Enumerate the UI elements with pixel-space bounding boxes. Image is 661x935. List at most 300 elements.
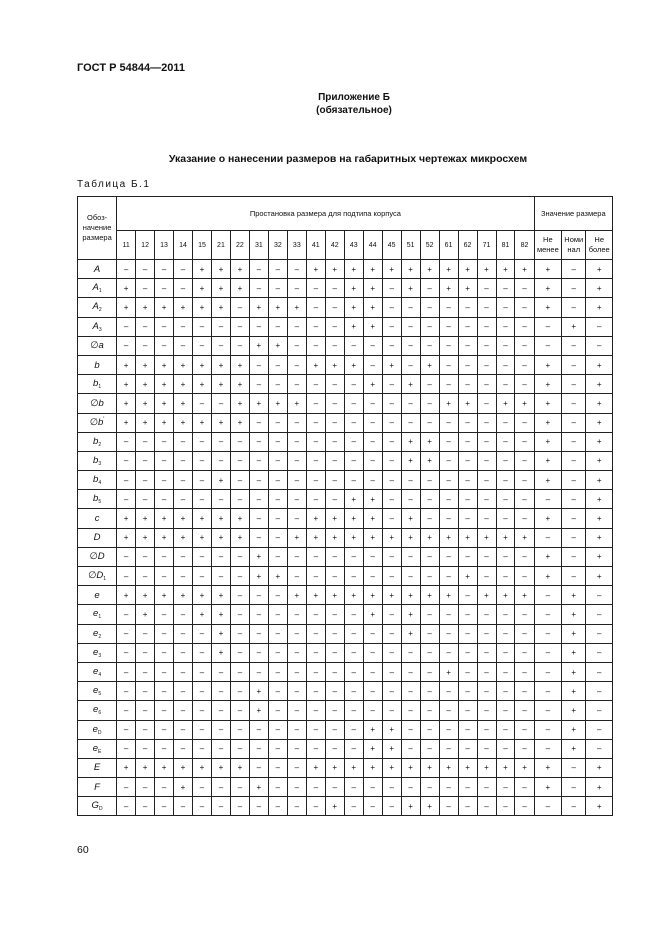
placement-mark: – <box>458 509 477 528</box>
placement-mark: – <box>211 451 230 470</box>
placement-mark: – <box>155 547 174 566</box>
value-mark: + <box>562 586 586 605</box>
dimension-symbol: $A_1$ <box>78 279 117 298</box>
subtype-header: 31 <box>249 231 268 260</box>
placement-mark: – <box>382 375 401 394</box>
placement-mark: – <box>344 605 363 624</box>
placement-mark: – <box>458 490 477 509</box>
value-mark: – <box>562 355 586 374</box>
placement-mark: – <box>382 317 401 336</box>
placement-mark: – <box>155 643 174 662</box>
placement-mark: – <box>117 739 136 758</box>
value-mark: – <box>562 279 586 298</box>
placement-mark: – <box>306 605 325 624</box>
placement-mark: + <box>363 739 382 758</box>
placement-mark: – <box>439 547 458 566</box>
placement-mark: – <box>155 662 174 681</box>
placement-mark: – <box>268 509 287 528</box>
placement-mark: + <box>458 758 477 777</box>
placement-mark: – <box>268 260 287 279</box>
placement-mark: – <box>515 662 534 681</box>
value-mark: – <box>586 336 613 355</box>
placement-mark: – <box>382 701 401 720</box>
placement-mark: – <box>249 643 268 662</box>
placement-mark: – <box>249 375 268 394</box>
placement-mark: + <box>515 586 534 605</box>
value-mark: – <box>586 605 613 624</box>
placement-mark: – <box>230 682 249 701</box>
placement-mark: – <box>401 643 420 662</box>
value-mark: + <box>586 260 613 279</box>
value-mark: + <box>562 662 586 681</box>
value-mark: – <box>562 413 586 432</box>
placement-mark: + <box>458 260 477 279</box>
value-mark: – <box>586 701 613 720</box>
placement-mark: + <box>363 586 382 605</box>
placement-mark: + <box>287 394 306 413</box>
placement-mark: – <box>287 432 306 451</box>
placement-mark: – <box>382 547 401 566</box>
subtype-header: 11 <box>117 231 136 260</box>
placement-mark: + <box>382 528 401 547</box>
placement-mark: – <box>477 662 496 681</box>
placement-mark: – <box>230 451 249 470</box>
placement-mark: – <box>117 451 136 470</box>
placement-mark: – <box>363 394 382 413</box>
subtype-header: 15 <box>193 231 212 260</box>
placement-mark: – <box>155 567 174 586</box>
placement-mark: – <box>458 586 477 605</box>
placement-mark: – <box>439 567 458 586</box>
placement-mark: – <box>420 682 439 701</box>
dimension-symbol: $e_5$ <box>78 682 117 701</box>
placement-mark: + <box>136 355 155 374</box>
value-mark: – <box>534 336 562 355</box>
placement-mark: + <box>382 355 401 374</box>
placement-mark: – <box>344 720 363 739</box>
placement-mark: – <box>287 662 306 681</box>
value-mark: – <box>586 586 613 605</box>
placement-mark: – <box>306 375 325 394</box>
placement-mark: – <box>420 605 439 624</box>
placement-mark: – <box>306 547 325 566</box>
placement-mark: – <box>155 336 174 355</box>
placement-mark: + <box>325 797 344 816</box>
placement-mark: + <box>363 528 382 547</box>
placement-mark: – <box>268 739 287 758</box>
placement-mark: – <box>439 701 458 720</box>
placement-mark: – <box>174 432 193 451</box>
placement-mark: – <box>306 797 325 816</box>
placement-mark: + <box>174 298 193 317</box>
placement-mark: – <box>268 490 287 509</box>
placement-mark: – <box>515 797 534 816</box>
table-row <box>78 432 613 451</box>
placement-mark: – <box>496 355 515 374</box>
placement-mark: + <box>211 471 230 490</box>
dimension-symbol: $e_D$ <box>78 720 117 739</box>
placement-mark: – <box>477 394 496 413</box>
placement-mark: + <box>117 375 136 394</box>
placement-mark: + <box>458 279 477 298</box>
placement-mark: + <box>420 758 439 777</box>
placement-mark: – <box>325 394 344 413</box>
placement-mark: + <box>117 279 136 298</box>
placement-mark: – <box>211 662 230 681</box>
placement-mark: – <box>458 643 477 662</box>
placement-mark: – <box>306 394 325 413</box>
placement-mark: + <box>344 279 363 298</box>
placement-mark: – <box>496 279 515 298</box>
value-mark: + <box>534 279 562 298</box>
placement-mark: + <box>136 509 155 528</box>
placement-mark: + <box>193 375 212 394</box>
placement-mark: + <box>344 355 363 374</box>
placement-mark: – <box>211 394 230 413</box>
placement-mark: + <box>325 528 344 547</box>
placement-mark: – <box>211 490 230 509</box>
placement-mark: + <box>230 394 249 413</box>
placement-mark: – <box>249 490 268 509</box>
placement-mark: – <box>344 336 363 355</box>
placement-mark: – <box>136 317 155 336</box>
table-row <box>78 298 613 317</box>
placement-mark: – <box>515 778 534 797</box>
placement-mark: – <box>287 375 306 394</box>
placement-mark: + <box>363 490 382 509</box>
placement-mark: – <box>496 778 515 797</box>
placement-mark: – <box>117 567 136 586</box>
placement-mark: + <box>477 528 496 547</box>
placement-mark: + <box>363 758 382 777</box>
placement-mark: – <box>211 720 230 739</box>
placement-mark: – <box>268 528 287 547</box>
placement-mark: – <box>515 547 534 566</box>
placement-mark: – <box>136 662 155 681</box>
placement-mark: – <box>458 605 477 624</box>
placement-mark: + <box>174 375 193 394</box>
placement-mark: + <box>136 394 155 413</box>
placement-mark: – <box>458 797 477 816</box>
placement-mark: – <box>174 279 193 298</box>
placement-mark: – <box>306 778 325 797</box>
placement-mark: – <box>230 797 249 816</box>
placement-mark: – <box>230 643 249 662</box>
placement-mark: – <box>287 720 306 739</box>
placement-mark: – <box>458 624 477 643</box>
placement-mark: – <box>268 547 287 566</box>
placement-mark: + <box>249 701 268 720</box>
placement-mark: – <box>211 567 230 586</box>
placement-mark: – <box>136 643 155 662</box>
placement-mark: + <box>401 509 420 528</box>
placement-mark: – <box>249 471 268 490</box>
placement-mark: – <box>382 298 401 317</box>
placement-mark: + <box>363 298 382 317</box>
placement-mark: – <box>401 547 420 566</box>
placement-mark: – <box>174 701 193 720</box>
placement-mark: + <box>174 355 193 374</box>
subtype-header: 21 <box>211 231 230 260</box>
placement-mark: – <box>420 624 439 643</box>
placement-mark: – <box>249 451 268 470</box>
placement-mark: – <box>515 624 534 643</box>
placement-mark: – <box>325 778 344 797</box>
subtype-header: 45 <box>382 231 401 260</box>
placement-mark: – <box>325 375 344 394</box>
placement-mark: – <box>439 490 458 509</box>
placement-mark: + <box>306 586 325 605</box>
placement-mark: – <box>230 336 249 355</box>
placement-mark: – <box>211 682 230 701</box>
placement-mark: + <box>344 298 363 317</box>
placement-mark: + <box>401 279 420 298</box>
placement-mark: – <box>363 778 382 797</box>
value-mark: + <box>562 720 586 739</box>
placement-mark: – <box>439 797 458 816</box>
placement-mark: – <box>439 778 458 797</box>
dimension-symbol: E <box>78 758 117 777</box>
placement-mark: – <box>477 797 496 816</box>
placement-mark: – <box>344 375 363 394</box>
placement-mark: – <box>155 682 174 701</box>
placement-mark: + <box>193 528 212 547</box>
value-mark: – <box>586 624 613 643</box>
placement-mark: – <box>458 662 477 681</box>
dimension-symbol: $A_2$ <box>78 298 117 317</box>
placement-mark: – <box>211 778 230 797</box>
placement-mark: – <box>211 797 230 816</box>
placement-mark: – <box>325 413 344 432</box>
placement-mark: – <box>363 451 382 470</box>
placement-mark: – <box>477 451 496 470</box>
value-mark: + <box>534 451 562 470</box>
placement-mark: – <box>344 797 363 816</box>
placement-mark: – <box>439 682 458 701</box>
table-row <box>78 260 613 279</box>
placement-mark: – <box>515 451 534 470</box>
placement-mark: – <box>439 336 458 355</box>
placement-mark: – <box>382 643 401 662</box>
placement-mark: + <box>268 567 287 586</box>
placement-mark: – <box>211 547 230 566</box>
dimension-symbol: $e_1$ <box>78 605 117 624</box>
placement-mark: + <box>401 586 420 605</box>
placement-mark: – <box>193 432 212 451</box>
placement-mark: – <box>249 720 268 739</box>
placement-mark: – <box>363 624 382 643</box>
placement-mark: + <box>136 413 155 432</box>
placement-mark: – <box>420 471 439 490</box>
placement-mark: – <box>382 394 401 413</box>
placement-mark: + <box>439 279 458 298</box>
placement-mark: – <box>136 701 155 720</box>
dimension-symbol: e <box>78 586 117 605</box>
placement-mark: – <box>136 797 155 816</box>
placement-mark: – <box>401 336 420 355</box>
dimension-symbol: $b_4$ <box>78 471 117 490</box>
placement-mark: – <box>382 471 401 490</box>
placement-mark: – <box>420 298 439 317</box>
value-mark: + <box>586 567 613 586</box>
placement-mark: + <box>382 720 401 739</box>
placement-mark: + <box>306 509 325 528</box>
value-mark: + <box>562 682 586 701</box>
value-mark: – <box>562 778 586 797</box>
placement-mark: + <box>117 586 136 605</box>
placement-mark: + <box>155 509 174 528</box>
table-row <box>78 758 613 777</box>
dimension-symbol: ∅b <box>78 394 117 413</box>
placement-mark: + <box>155 355 174 374</box>
placement-mark: – <box>136 260 155 279</box>
placement-mark: + <box>496 260 515 279</box>
value-mark: – <box>534 490 562 509</box>
placement-mark: – <box>268 355 287 374</box>
placement-mark: – <box>458 375 477 394</box>
placement-mark: – <box>477 778 496 797</box>
placement-mark: – <box>401 298 420 317</box>
placement-mark: + <box>268 298 287 317</box>
placement-mark: – <box>477 720 496 739</box>
dimension-symbol: ∅a <box>78 336 117 355</box>
placement-mark: – <box>401 682 420 701</box>
placement-mark: – <box>211 317 230 336</box>
placement-mark: + <box>249 547 268 566</box>
placement-mark: + <box>344 509 363 528</box>
subtype-header: 61 <box>439 231 458 260</box>
placement-mark: – <box>420 394 439 413</box>
placement-mark: + <box>306 758 325 777</box>
subtype-header: 82 <box>515 231 534 260</box>
placement-mark: – <box>325 643 344 662</box>
placement-mark: + <box>363 605 382 624</box>
placement-mark: – <box>249 624 268 643</box>
placement-mark: – <box>136 682 155 701</box>
placement-mark: – <box>496 643 515 662</box>
placement-mark: – <box>249 528 268 547</box>
placement-mark: – <box>458 471 477 490</box>
placement-mark: + <box>211 528 230 547</box>
placement-mark: + <box>420 432 439 451</box>
placement-mark: – <box>325 432 344 451</box>
subtype-header: 43 <box>344 231 363 260</box>
placement-mark: – <box>136 778 155 797</box>
placement-mark: – <box>439 317 458 336</box>
placement-mark: – <box>136 739 155 758</box>
placement-mark: – <box>439 375 458 394</box>
value-mark: – <box>562 298 586 317</box>
table-row <box>78 355 613 374</box>
subtype-header: 12 <box>136 231 155 260</box>
placement-mark: + <box>155 298 174 317</box>
table-row <box>78 586 613 605</box>
placement-mark: + <box>363 375 382 394</box>
dimension-symbol: F <box>78 778 117 797</box>
placement-mark: – <box>325 662 344 681</box>
placement-mark: – <box>287 471 306 490</box>
placement-mark: – <box>174 643 193 662</box>
placement-mark: – <box>117 643 136 662</box>
placement-mark: – <box>477 298 496 317</box>
value-subheader: Номи нал <box>562 231 586 260</box>
value-mark: – <box>562 432 586 451</box>
placement-mark: – <box>117 432 136 451</box>
placement-mark: – <box>268 279 287 298</box>
placement-mark: – <box>117 471 136 490</box>
placement-mark: + <box>420 586 439 605</box>
placement-mark: + <box>249 778 268 797</box>
placement-mark: – <box>363 355 382 374</box>
placement-mark: – <box>268 605 287 624</box>
value-mark: – <box>562 375 586 394</box>
placement-mark: – <box>155 317 174 336</box>
placement-mark: – <box>515 471 534 490</box>
placement-mark: – <box>496 701 515 720</box>
placement-mark: – <box>344 739 363 758</box>
placement-mark: – <box>401 720 420 739</box>
placement-mark: – <box>515 720 534 739</box>
dimension-symbol: $G_D$ <box>78 797 117 816</box>
dimension-symbol: A <box>78 260 117 279</box>
value-mark: + <box>534 375 562 394</box>
placement-mark: – <box>477 375 496 394</box>
subtype-header: 71 <box>477 231 496 260</box>
table-row <box>78 317 613 336</box>
placement-mark: – <box>230 567 249 586</box>
placement-mark: – <box>420 778 439 797</box>
placement-mark: – <box>136 432 155 451</box>
placement-mark: – <box>287 451 306 470</box>
placement-mark: – <box>306 701 325 720</box>
placement-mark: – <box>193 451 212 470</box>
placement-mark: – <box>477 279 496 298</box>
value-mark: – <box>586 720 613 739</box>
placement-mark: – <box>325 490 344 509</box>
placement-mark: – <box>287 490 306 509</box>
placement-mark: – <box>515 279 534 298</box>
placement-mark: + <box>287 528 306 547</box>
placement-mark: – <box>458 336 477 355</box>
placement-mark: – <box>230 739 249 758</box>
placement-mark: + <box>211 624 230 643</box>
dimension-symbol: $e_3$ <box>78 643 117 662</box>
placement-mark: + <box>193 605 212 624</box>
placement-mark: – <box>420 490 439 509</box>
placement-mark: – <box>420 317 439 336</box>
placement-mark: – <box>458 413 477 432</box>
placement-mark: – <box>458 778 477 797</box>
placement-mark: + <box>230 260 249 279</box>
placement-mark: – <box>249 758 268 777</box>
placement-mark: – <box>193 490 212 509</box>
placement-mark: – <box>439 413 458 432</box>
placement-mark: + <box>230 279 249 298</box>
placement-mark: – <box>496 662 515 681</box>
dimension-symbol: b <box>78 355 117 374</box>
placement-mark: – <box>268 317 287 336</box>
value-mark: – <box>562 471 586 490</box>
placement-mark: + <box>193 260 212 279</box>
value-mark: + <box>586 451 613 470</box>
placement-mark: – <box>382 509 401 528</box>
placement-mark: + <box>401 605 420 624</box>
placement-mark: + <box>117 298 136 317</box>
placement-mark: – <box>458 682 477 701</box>
subtype-header: 44 <box>363 231 382 260</box>
placement-mark: – <box>325 317 344 336</box>
placement-mark: + <box>193 758 212 777</box>
